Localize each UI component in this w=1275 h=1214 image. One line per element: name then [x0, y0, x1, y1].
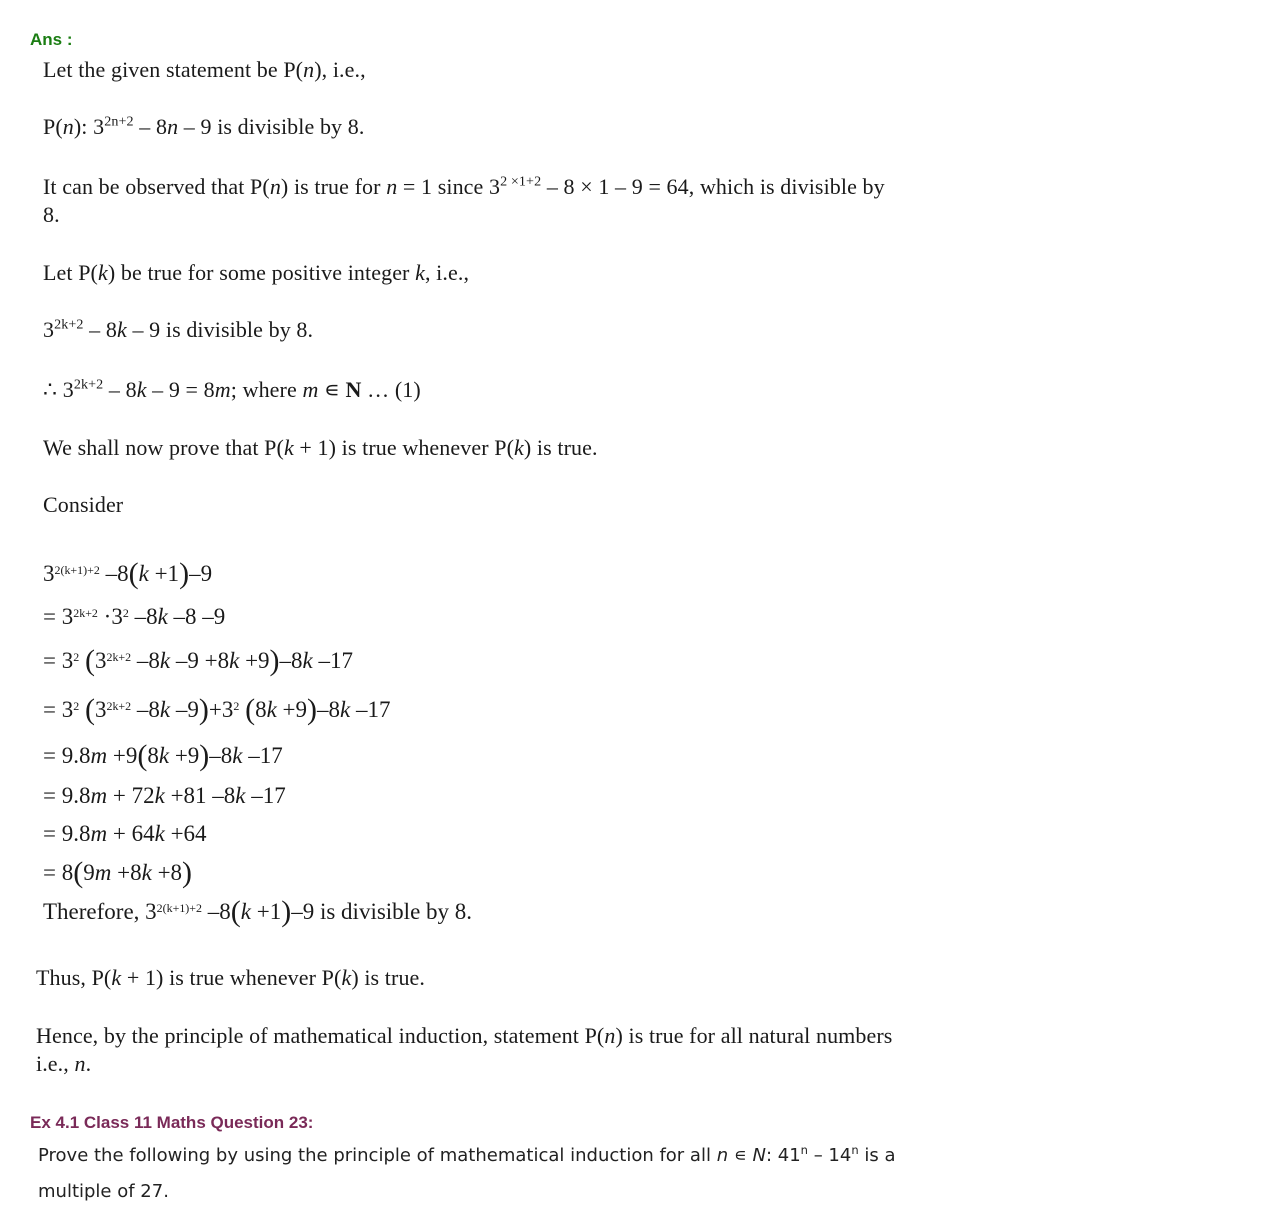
- step-4: = $3^2$ ($3^{2k+2}$ –8k $-9)+3^2$ (8k +9)–8k –17: [43, 693, 391, 726]
- conclusion-end: i.e., n.: [36, 1051, 92, 1076]
- statement-pn: P(n): $3^{2n+2} - 8n - 9$ is divisible by 8.: [43, 113, 365, 139]
- step-7: = 9.8m + 64k +64: [43, 821, 207, 846]
- step-2: = $3^{2k+2} \cdot 3^2$ –8k –8 –9: [43, 604, 226, 629]
- thus-line: Thus, P(k + 1) is true whenever P(k) is true.: [36, 965, 426, 990]
- consider-label: Consider: [43, 492, 124, 517]
- answer-label: Ans :: [30, 30, 73, 49]
- equation-1: ∴ $3^{2k+2} - 8k - 9 = 8m$; where m ∊ N … (1): [43, 376, 421, 402]
- therefore-line: Therefore, $3^{2(k+1)+2}$ –8(k +1)–9 is divisible by 8.: [43, 895, 473, 928]
- intro-line: Let the given statement be P(n), i.e.,: [43, 57, 366, 82]
- step-3: = $3^2$ ($3^{2k+2}$ –8k –9 +8k +9)–8k –17: [43, 644, 354, 677]
- question-text: Prove the following by using the principle of mathematical induction for all n ∊ N: 41$^n$ – 14$^n$ is a: [38, 1143, 896, 1166]
- assumption-line: Let P(k) be true for some positive integer k, i.e.,: [43, 260, 470, 285]
- base-case-line: It can be observed that P(n) is true for n = 1 since $3^{2 \times 1+2} - 8 \times 1 - 9 = 64$, which is divisible by: [43, 173, 885, 199]
- statement-pk: $3^{2k+2} - 8k - 9$ is divisible by 8.: [43, 316, 314, 342]
- prove-line: We shall now prove that P(k + 1) is true whenever P(k) is true.: [43, 435, 598, 460]
- step-6: = 9.8m + 72k +81 –8k –17: [43, 783, 286, 808]
- step-5: = 9.8m +9(8k +9)–8k –17: [43, 739, 283, 772]
- base-case-end: 8.: [43, 202, 60, 227]
- question-heading: Ex 4.1 Class 11 Maths Question 23:: [30, 1113, 314, 1132]
- step-8: = 8(9m +8k +8): [43, 856, 193, 889]
- question-text-end: multiple of 27.: [38, 1181, 169, 1202]
- step-1: $3^{2(k+1)+2}$ –8(k +1)–9: [43, 557, 213, 590]
- conclusion-line: Hence, by the principle of mathematical induction, statement P(n) is true for all natural numbers: [36, 1023, 893, 1048]
